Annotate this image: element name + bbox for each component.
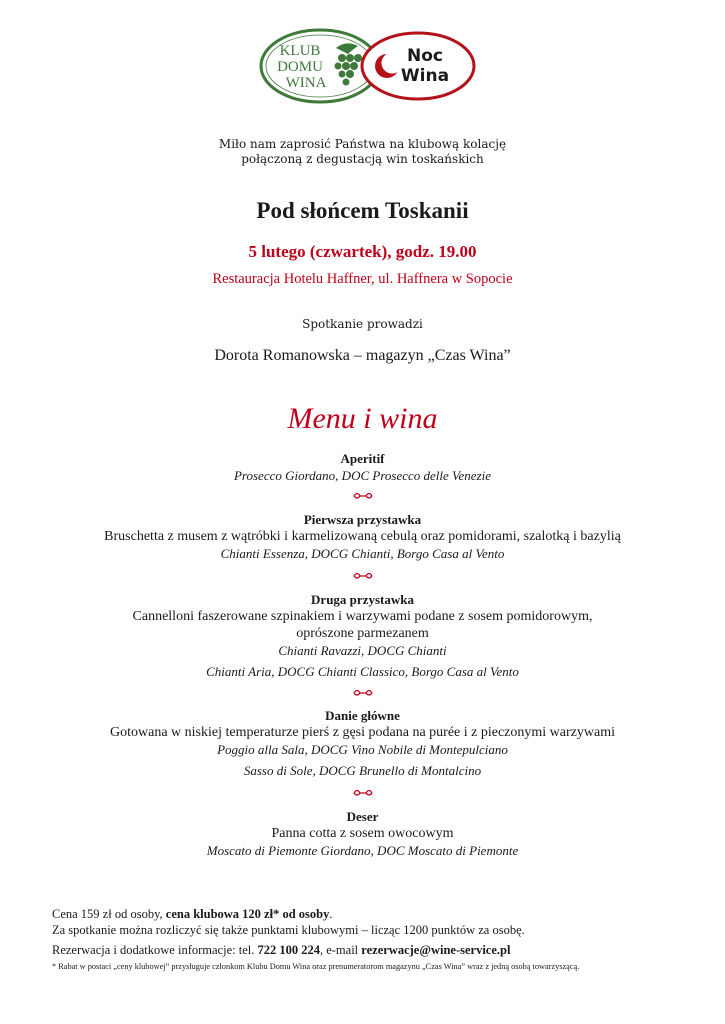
menu-title: Menu i wina xyxy=(287,402,438,435)
invitation-line-2: połączoną z degustacją win toskańskich xyxy=(241,152,484,166)
noc-line-2: Wina xyxy=(400,66,450,86)
course-heading: Pierwsza przystawka xyxy=(303,512,422,527)
klub-line-1: KLUB xyxy=(279,43,321,59)
points-line: Za spotkanie można rozliczyć się także punktami klubowymi – licząc 1200 punktów za osobę. xyxy=(52,923,525,937)
ornament-icon xyxy=(352,491,374,501)
klub-line-2: DOMU xyxy=(277,59,323,75)
dish-line: Bruschetta z musem z wątróbki i karmelizowaną cebulą oraz pomidorami, szalotką i bazylią xyxy=(104,529,621,544)
wine-line: Prosecco Giordano, DOC Prosecco delle Venezie xyxy=(233,468,492,483)
dish-line: oprószone parmezanem xyxy=(296,626,429,641)
ornament-icon xyxy=(352,571,374,581)
price-suffix: . xyxy=(329,907,333,921)
course-main xyxy=(0,707,725,779)
invitation-line-1: Miło nam zaprosić Państwa na klubową kolację xyxy=(218,137,507,151)
header-logos xyxy=(258,26,478,106)
wine-line: Chianti Ravazzi, DOCG Chianti xyxy=(278,643,447,658)
course-first-starter xyxy=(0,511,725,562)
host-name: Dorota Romanowska – magazyn „Czas Wina” xyxy=(214,347,511,364)
price-info xyxy=(52,906,692,938)
host-label: Spotkanie prowadzi xyxy=(302,317,423,331)
course-heading: Danie główne xyxy=(325,708,400,723)
price-regular: Cena 159 zł od osoby, xyxy=(52,907,166,921)
email-link[interactable]: rezerwacje@wine-service.pl xyxy=(361,943,511,957)
noc-wina-logo xyxy=(362,33,474,99)
noc-line-1: Noc xyxy=(407,46,443,66)
invitation-text xyxy=(0,137,725,167)
wine-line: Chianti Aria, DOCG Chianti Classico, Borgo Casa al Vento xyxy=(206,664,519,679)
course-heading: Druga przystawka xyxy=(311,592,414,607)
wine-line: Poggio alla Sala, DOCG Vino Nobile di Montepulciano xyxy=(217,742,508,757)
wine-line: Chianti Essenza, DOCG Chianti, Borgo Casa al Vento xyxy=(220,546,505,561)
course-dessert xyxy=(0,808,725,859)
course-second-starter xyxy=(0,591,725,680)
footnote: * Rabat w postaci „ceny klubowej” przysługuje członkom Klubu Domu Wina oraz prenumeratorom magazynu „Czas Wina” wraz z jedną osobą towarzyszącą. xyxy=(52,962,580,971)
ornament-icon xyxy=(352,788,374,798)
course-aperitif xyxy=(0,450,725,484)
wine-line: Moscato di Piemonte Giordano, DOC Moscato di Piemonte xyxy=(206,843,519,858)
event-title: Pod słońcem Toskanii xyxy=(256,198,469,223)
wine-line: Sasso di Sole, DOCG Brunello di Montalcino xyxy=(243,763,482,778)
course-heading: Deser xyxy=(346,809,379,824)
reservation-label: Rezerwacja i dodatkowe informacje: tel. xyxy=(52,943,258,957)
phone-number[interactable]: 722 100 224 xyxy=(257,943,320,957)
event-date: 5 lutego (czwartek), godz. 19.00 xyxy=(248,242,477,261)
price-line xyxy=(52,906,692,922)
dish-line: Cannelloni faszerowane szpinakiem i warzywami podane z sosem pomidorowym, xyxy=(132,609,593,624)
email-label: , e-mail xyxy=(319,943,362,957)
course-heading: Aperitif xyxy=(340,451,385,466)
klub-line-3: WINA xyxy=(285,75,327,91)
event-venue: Restauracja Hotelu Haffner, ul. Haffnera w Sopocie xyxy=(212,271,513,287)
reservation-info xyxy=(52,942,692,958)
ornament-icon xyxy=(352,688,374,698)
dish-line: Panna cotta z sosem owocowym xyxy=(271,826,454,841)
price-club: cena klubowa 120 zł* od osoby xyxy=(165,907,330,921)
dish-line: Gotowana w niskiej temperaturze pierś z gęsi podana na purée i z pieczonymi warzywami xyxy=(110,725,615,740)
